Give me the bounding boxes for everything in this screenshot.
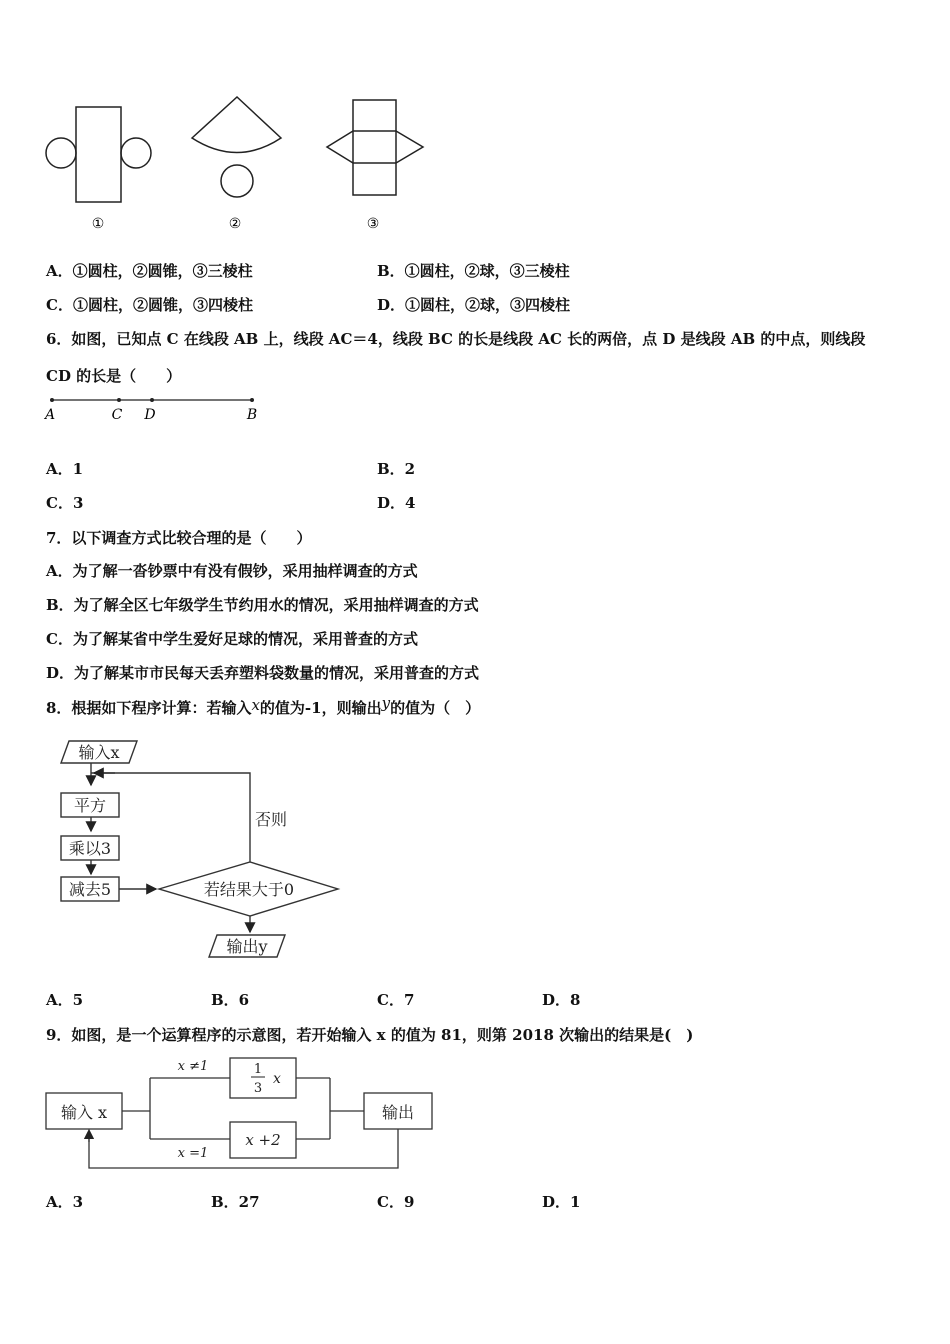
fig-label-3: ③ [366, 216, 380, 232]
flow-times3-label: 乘以3 [68, 839, 112, 858]
q8-stem-part3: 的值为（ ） [390, 699, 481, 717]
q7-option-c[interactable]: C．为了解某省中学生爱好足球的情况，采用普查的方式 [46, 630, 418, 648]
flow-minus5-label: 减去5 [68, 880, 112, 899]
cone-net [192, 97, 281, 197]
q8-var-x: x [251, 696, 260, 714]
fig-label-1: ① [91, 216, 105, 232]
q8-var-y: y [381, 694, 391, 712]
q8-option-d[interactable]: D．8 [542, 991, 581, 1009]
fig-label-2: ② [228, 216, 242, 232]
q6-stem-line1: 6．如图，已知点 C 在线段 AB 上，线段 AC＝4，线段 BC 的长是线段 AC 长的两倍，点 D 是线段 AB 的中点，则线段 [46, 330, 866, 348]
q7-option-b[interactable]: B．为了解全区七年级学生节约用水的情况，采用抽样调查的方式 [46, 596, 479, 614]
q9-option-d[interactable]: D．1 [542, 1193, 581, 1211]
flow-input-label: 输入x [78, 743, 120, 762]
q5-option-c[interactable]: C．①圆柱，②圆锥，③四棱柱 [46, 296, 253, 314]
label-b: B [246, 407, 258, 423]
flow-output-label: 输出y [226, 937, 268, 956]
q8-option-a[interactable]: A．5 [46, 991, 84, 1009]
q9-output-label: 输出 [381, 1103, 415, 1122]
point-d [150, 398, 154, 402]
q9-option-a[interactable]: A．3 [46, 1193, 84, 1211]
q6-segment-figure [44, 393, 264, 423]
q9-stem: 9．如图，是一个运算程序的示意图，若开始输入 x 的值为 81，则第 2018 次输出的结果是( ) [46, 1026, 694, 1044]
q9-frac-den: 3 [253, 1081, 263, 1096]
q7-option-d[interactable]: D．为了解某市市民每天丢弃塑料袋数量的情况，采用普查的方式 [46, 664, 480, 682]
flow-square-label: 平方 [73, 796, 107, 815]
q6-option-a[interactable]: A．1 [46, 460, 84, 478]
label-a: A [44, 407, 56, 423]
q9-cond-bottom: x =1 [177, 1146, 209, 1161]
q9-cond-top: x ≠1 [177, 1059, 209, 1074]
q9-program-diagram [44, 1052, 444, 1182]
q7-option-a[interactable]: A．为了解一沓钞票中有没有假钞，采用抽样调查的方式 [46, 562, 418, 580]
q8-stem-part1: 8．根据如下程序计算：若输入 [46, 699, 252, 717]
q5-nets-figure [40, 95, 430, 240]
point-a [50, 398, 54, 402]
q5-option-b[interactable]: B．①圆柱，②球，③三棱柱 [377, 262, 570, 280]
q5-option-a[interactable]: A．①圆柱，②圆锥，③三棱柱 [46, 262, 253, 280]
label-c: C [111, 407, 123, 423]
q9-input-label: 输入 x [60, 1103, 108, 1122]
q6-option-d[interactable]: D．4 [377, 494, 416, 512]
point-c [117, 398, 121, 402]
q6-option-b[interactable]: B．2 [377, 460, 416, 478]
label-d: D [144, 407, 156, 423]
q8-flowchart [55, 735, 355, 965]
q8-stem-part2: 的值为-1，则输出 [259, 699, 382, 717]
q9-plus2-label: x +2 [245, 1131, 281, 1149]
flow-else-label: 否则 [254, 810, 288, 829]
cylinder-net [46, 107, 151, 202]
q7-stem: 7．以下调查方式比较合理的是（ ） [46, 529, 312, 547]
q8-stem [46, 694, 481, 718]
prism-net [327, 100, 423, 195]
q9-frac-var: x [273, 1071, 281, 1087]
q6-stem-line2: CD 的长是（ ） [46, 367, 182, 385]
q9-frac-num: 1 [253, 1062, 263, 1077]
q9-option-b[interactable]: B．27 [211, 1193, 260, 1211]
point-b [250, 398, 254, 402]
q9-option-c[interactable]: C．9 [377, 1193, 415, 1211]
q8-option-c[interactable]: C．7 [377, 991, 415, 1009]
q9-divide-box [230, 1058, 296, 1098]
q5-option-d[interactable]: D．①圆柱，②球，③四棱柱 [377, 296, 571, 314]
q6-option-c[interactable]: C．3 [46, 494, 84, 512]
flow-condition-label: 若结果大于0 [203, 880, 295, 899]
q8-option-b[interactable]: B．6 [211, 991, 250, 1009]
